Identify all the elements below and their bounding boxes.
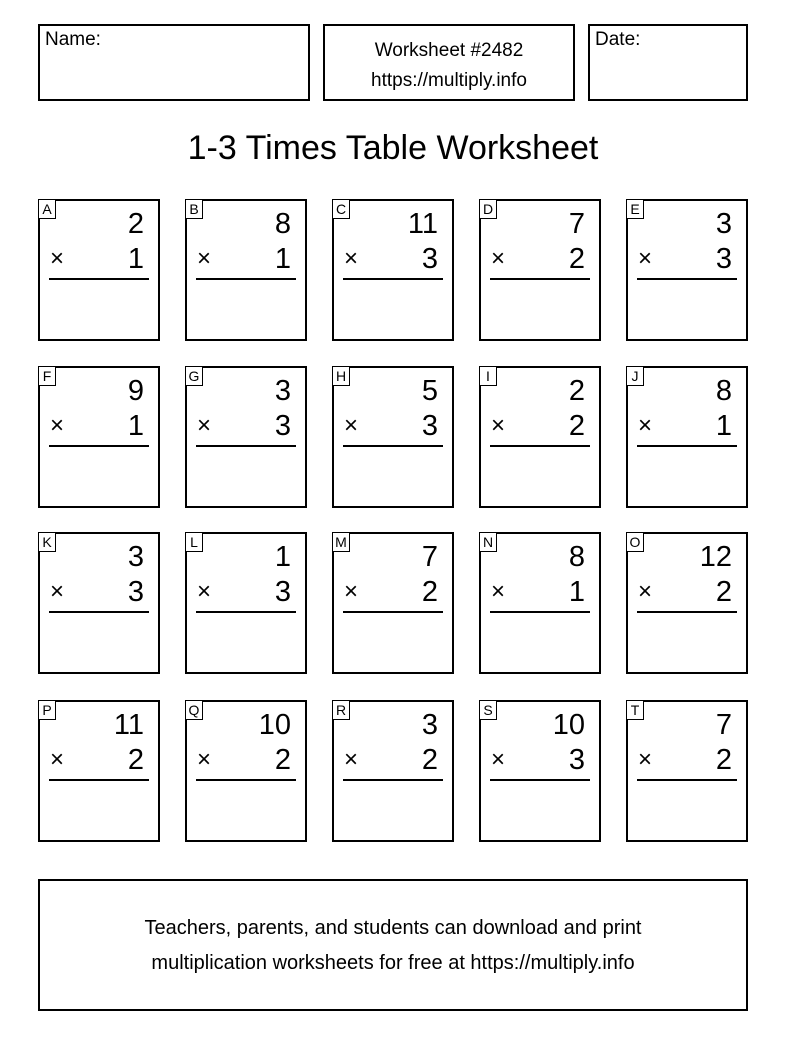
answer-line bbox=[343, 779, 443, 781]
answer-line bbox=[49, 779, 149, 781]
bottom-number: 1 bbox=[274, 243, 291, 275]
answer-line bbox=[49, 611, 149, 613]
bottom-number: 1 bbox=[127, 243, 144, 275]
problem-letter: P bbox=[38, 700, 56, 720]
worksheet-info-box bbox=[323, 24, 575, 101]
top-number: 10 bbox=[552, 709, 585, 741]
top-number: 10 bbox=[258, 709, 291, 741]
problem-card bbox=[38, 532, 160, 674]
bottom-number: 3 bbox=[274, 576, 291, 608]
problem-letter: O bbox=[626, 532, 644, 552]
top-number: 7 bbox=[421, 541, 438, 573]
multiply-sign: × bbox=[491, 245, 506, 272]
problem-letter: D bbox=[479, 199, 497, 219]
answer-line bbox=[637, 779, 737, 781]
multiply-sign: × bbox=[50, 746, 65, 773]
top-number: 12 bbox=[699, 541, 732, 573]
multiply-sign: × bbox=[50, 578, 65, 605]
top-number: 2 bbox=[568, 375, 585, 407]
top-number: 8 bbox=[568, 541, 585, 573]
answer-line bbox=[490, 779, 590, 781]
multiply-sign: × bbox=[638, 746, 653, 773]
bottom-number: 2 bbox=[715, 576, 732, 608]
top-number: 5 bbox=[421, 375, 438, 407]
bottom-number: 1 bbox=[715, 410, 732, 442]
bottom-number: 2 bbox=[274, 744, 291, 776]
top-number: 3 bbox=[274, 375, 291, 407]
bottom-number: 3 bbox=[421, 410, 438, 442]
bottom-number: 3 bbox=[421, 243, 438, 275]
bottom-number: 3 bbox=[127, 576, 144, 608]
bottom-number: 2 bbox=[568, 243, 585, 275]
problem-letter: F bbox=[38, 366, 56, 386]
top-number: 2 bbox=[127, 208, 144, 240]
problem-card bbox=[38, 366, 160, 508]
bottom-number: 2 bbox=[421, 744, 438, 776]
bottom-number: 2 bbox=[568, 410, 585, 442]
multiply-sign: × bbox=[344, 746, 359, 773]
bottom-number: 2 bbox=[127, 744, 144, 776]
answer-line bbox=[343, 278, 443, 280]
problem-card bbox=[479, 366, 601, 508]
multiply-sign: × bbox=[491, 578, 506, 605]
problem-letter: G bbox=[185, 366, 203, 386]
worksheet-url: https://multiply.info bbox=[371, 70, 527, 91]
problem-letter: Q bbox=[185, 700, 203, 720]
answer-line bbox=[196, 779, 296, 781]
page-title: 1-3 Times Table Worksheet bbox=[187, 129, 599, 167]
bottom-number: 1 bbox=[568, 576, 585, 608]
problem-letter: S bbox=[479, 700, 497, 720]
problem-card bbox=[185, 532, 307, 674]
answer-line bbox=[196, 445, 296, 447]
answer-line bbox=[490, 611, 590, 613]
problem-letter: T bbox=[626, 700, 644, 720]
answer-line bbox=[49, 445, 149, 447]
problem-card bbox=[626, 199, 748, 341]
multiply-sign: × bbox=[638, 412, 653, 439]
bottom-number: 3 bbox=[715, 243, 732, 275]
problem-card bbox=[479, 199, 601, 341]
answer-line bbox=[343, 611, 443, 613]
problem-letter: L bbox=[185, 532, 203, 552]
problem-letter: E bbox=[626, 199, 644, 219]
top-number: 8 bbox=[715, 375, 732, 407]
top-number: 7 bbox=[568, 208, 585, 240]
problem-letter: K bbox=[38, 532, 56, 552]
problem-card bbox=[332, 366, 454, 508]
problem-card bbox=[185, 366, 307, 508]
problem-card bbox=[185, 700, 307, 842]
multiply-sign: × bbox=[491, 746, 506, 773]
answer-line bbox=[196, 611, 296, 613]
footer-box bbox=[38, 879, 748, 1011]
answer-line bbox=[196, 278, 296, 280]
problem-card bbox=[332, 700, 454, 842]
answer-line bbox=[490, 278, 590, 280]
problem-card bbox=[626, 532, 748, 674]
worksheet-number: Worksheet #2482 bbox=[374, 40, 524, 61]
name-field-box bbox=[38, 24, 310, 101]
top-number: 3 bbox=[421, 709, 438, 741]
top-number: 3 bbox=[715, 208, 732, 240]
multiply-sign: × bbox=[638, 245, 653, 272]
name-label: Name: bbox=[45, 29, 101, 50]
problem-card bbox=[185, 199, 307, 341]
problem-letter: H bbox=[332, 366, 350, 386]
multiply-sign: × bbox=[197, 746, 212, 773]
answer-line bbox=[637, 611, 737, 613]
footer-line-2: multiplication worksheets for free at https://multiply.info bbox=[151, 952, 635, 974]
multiply-sign: × bbox=[344, 245, 359, 272]
footer-line-1: Teachers, parents, and students can download and print bbox=[144, 917, 642, 939]
date-label: Date: bbox=[595, 29, 641, 50]
answer-line bbox=[343, 445, 443, 447]
problem-letter: I bbox=[479, 366, 497, 386]
top-number: 3 bbox=[127, 541, 144, 573]
multiply-sign: × bbox=[197, 412, 212, 439]
date-field-box bbox=[588, 24, 748, 101]
multiply-sign: × bbox=[50, 245, 65, 272]
problem-card bbox=[38, 700, 160, 842]
bottom-number: 3 bbox=[568, 744, 585, 776]
problem-card bbox=[479, 532, 601, 674]
top-number: 11 bbox=[113, 709, 144, 741]
multiply-sign: × bbox=[491, 412, 506, 439]
multiply-sign: × bbox=[344, 412, 359, 439]
problem-card bbox=[332, 199, 454, 341]
problem-card bbox=[332, 532, 454, 674]
problem-letter: A bbox=[38, 199, 56, 219]
multiply-sign: × bbox=[197, 578, 212, 605]
top-number: 11 bbox=[407, 208, 438, 240]
multiply-sign: × bbox=[50, 412, 65, 439]
problem-letter: B bbox=[185, 199, 203, 219]
answer-line bbox=[490, 445, 590, 447]
problem-letter: C bbox=[332, 199, 350, 219]
problem-card bbox=[38, 199, 160, 341]
problem-letter: N bbox=[479, 532, 497, 552]
top-number: 7 bbox=[715, 709, 732, 741]
problem-letter: M bbox=[332, 532, 350, 552]
top-number: 1 bbox=[274, 541, 291, 573]
bottom-number: 1 bbox=[127, 410, 144, 442]
bottom-number: 2 bbox=[421, 576, 438, 608]
problem-card bbox=[626, 700, 748, 842]
answer-line bbox=[637, 278, 737, 280]
problem-letter: J bbox=[626, 366, 644, 386]
top-number: 9 bbox=[127, 375, 144, 407]
answer-line bbox=[49, 278, 149, 280]
answer-line bbox=[637, 445, 737, 447]
top-number: 8 bbox=[274, 208, 291, 240]
problem-card bbox=[479, 700, 601, 842]
problem-card bbox=[626, 366, 748, 508]
multiply-sign: × bbox=[638, 578, 653, 605]
bottom-number: 3 bbox=[274, 410, 291, 442]
problem-letter: R bbox=[332, 700, 350, 720]
bottom-number: 2 bbox=[715, 744, 732, 776]
multiply-sign: × bbox=[344, 578, 359, 605]
multiply-sign: × bbox=[197, 245, 212, 272]
